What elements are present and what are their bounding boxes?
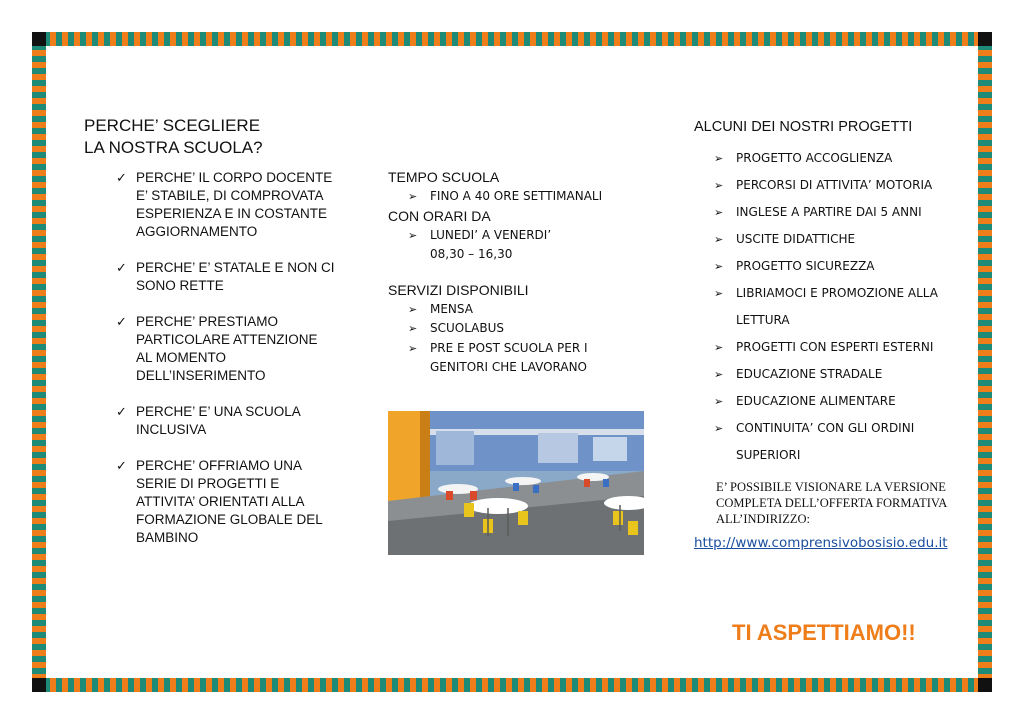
project-item: ➢ EDUCAZIONE ALIMENTARE <box>714 388 966 415</box>
left-title-line1: PERCHE’ SCEGLIERE <box>84 116 261 135</box>
arrow-bullet-icon: ➢ <box>408 322 418 335</box>
projects-list <box>714 145 974 469</box>
arrow-bullet-icon: ➢ <box>714 233 724 246</box>
reason-item: ✓ PERCHE’ PRESTIAMO PARTICOLARE ATTENZIONE AL MOMENTO DELL’INSERIMENTO <box>116 314 318 383</box>
check-icon: ✓ <box>116 170 127 185</box>
border-corner <box>32 32 46 46</box>
reasons-list <box>116 169 344 547</box>
left-title <box>84 115 344 159</box>
reason-item: ✓ PERCHE’ IL CORPO DOCENTE E’ STABILE, DI COMPROVATA ESPERIENZA E IN COSTANTE AGGIORNAMENTO <box>116 170 333 239</box>
arrow-bullet-icon: ➢ <box>714 341 724 354</box>
offerta-note: E’ POSSIBILE VISIONARE LA VERSIONE COMPLETA DELL’OFFERTA FORMATIVA ALL’INDIRIZZO: <box>716 480 947 526</box>
servizi-item: ➢ PRE E POST SCUOLA PER I GENITORI CHE LAVORANO <box>408 340 588 374</box>
arrow-bullet-icon: ➢ <box>714 287 724 300</box>
project-item: ➢ PROGETTO ACCOGLIENZA <box>714 145 966 172</box>
project-item: ➢ USCITE DIDATTICHE <box>714 226 966 253</box>
servizi-list <box>408 300 648 378</box>
project-item: ➢ CONTINUITA’ CON GLI ORDINI SUPERIORI <box>714 415 936 469</box>
middle-column <box>388 168 658 378</box>
arrow-bullet-icon: ➢ <box>714 152 724 165</box>
reason-item: ✓ PERCHE’ OFFRIAMO UNA SERIE DI PROGETTI E ATTIVITA’ ORIENTATI ALLA FORMAZIONE GLOBALE DEL BAMBINO <box>116 458 323 545</box>
decorative-border-left <box>32 32 46 692</box>
arrow-bullet-icon: ➢ <box>408 228 418 242</box>
tempo-item: ➢ FINO A 40 ORE SETTIMANALI <box>408 187 658 207</box>
project-item: ➢ PROGETTO SICUREZZA <box>714 253 966 280</box>
arrow-bullet-icon: ➢ <box>714 206 724 219</box>
school-website-link[interactable]: http://www.comprensivobosisio.edu.it <box>694 535 948 551</box>
border-corner <box>978 678 992 692</box>
check-icon: ✓ <box>116 260 127 275</box>
project-item: ➢ INGLESE A PARTIRE DAI 5 ANNI <box>714 199 966 226</box>
arrow-bullet-icon: ➢ <box>408 302 418 316</box>
servizi-item: ➢ SCUOLABUS <box>408 319 648 339</box>
check-icon: ✓ <box>116 404 127 419</box>
check-icon: ✓ <box>116 458 127 473</box>
right-column <box>694 118 974 645</box>
left-column <box>84 115 344 565</box>
reason-item: ✓ PERCHE’ E’ STATALE E NON CI SONO RETTE <box>116 260 335 293</box>
tempo-list <box>408 187 658 207</box>
servizi-title: SERVIZI DISPONIBILI <box>388 281 529 298</box>
orari-hours: 08,30 – 16,30 <box>430 247 513 261</box>
projects-title: ALCUNI DEI NOSTRI PROGETTI <box>694 119 913 135</box>
project-item: ➢ PERCORSI DI ATTIVITA’ MOTORIA <box>714 172 966 199</box>
project-item: ➢ LIBRIAMOCI E PROMOZIONE ALLA LETTURA <box>714 280 951 334</box>
cta-text: TI ASPETTIAMO!! <box>732 620 916 645</box>
arrow-bullet-icon: ➢ <box>714 395 724 408</box>
project-item: ➢ PROGETTI CON ESPERTI ESTERNI <box>714 334 966 361</box>
reason-item: ✓ PERCHE’ E’ UNA SCUOLA INCLUSIVA <box>116 404 301 437</box>
project-item: ➢ EDUCAZIONE STRADALE <box>714 361 966 388</box>
arrow-bullet-icon: ➢ <box>408 341 418 355</box>
arrow-bullet-icon: ➢ <box>714 368 724 381</box>
servizi-item: ➢ MENSA <box>408 300 648 320</box>
cafeteria-photo <box>388 411 644 555</box>
border-corner <box>978 32 992 46</box>
left-title-line2: LA NOSTRA SCUOLA? <box>84 138 263 157</box>
orari-list <box>408 226 658 246</box>
arrow-bullet-icon: ➢ <box>714 179 724 192</box>
arrow-bullet-icon: ➢ <box>714 260 724 273</box>
orari-item: ➢ LUNEDI’ A VENERDI’ <box>408 226 658 246</box>
border-corner <box>32 678 46 692</box>
arrow-bullet-icon: ➢ <box>408 190 418 203</box>
tempo-scuola-title: TEMPO SCUOLA <box>388 169 500 185</box>
orari-title: CON ORARI DA <box>388 207 491 224</box>
arrow-bullet-icon: ➢ <box>714 422 724 435</box>
check-icon: ✓ <box>116 314 127 329</box>
decorative-border-right <box>978 32 992 692</box>
